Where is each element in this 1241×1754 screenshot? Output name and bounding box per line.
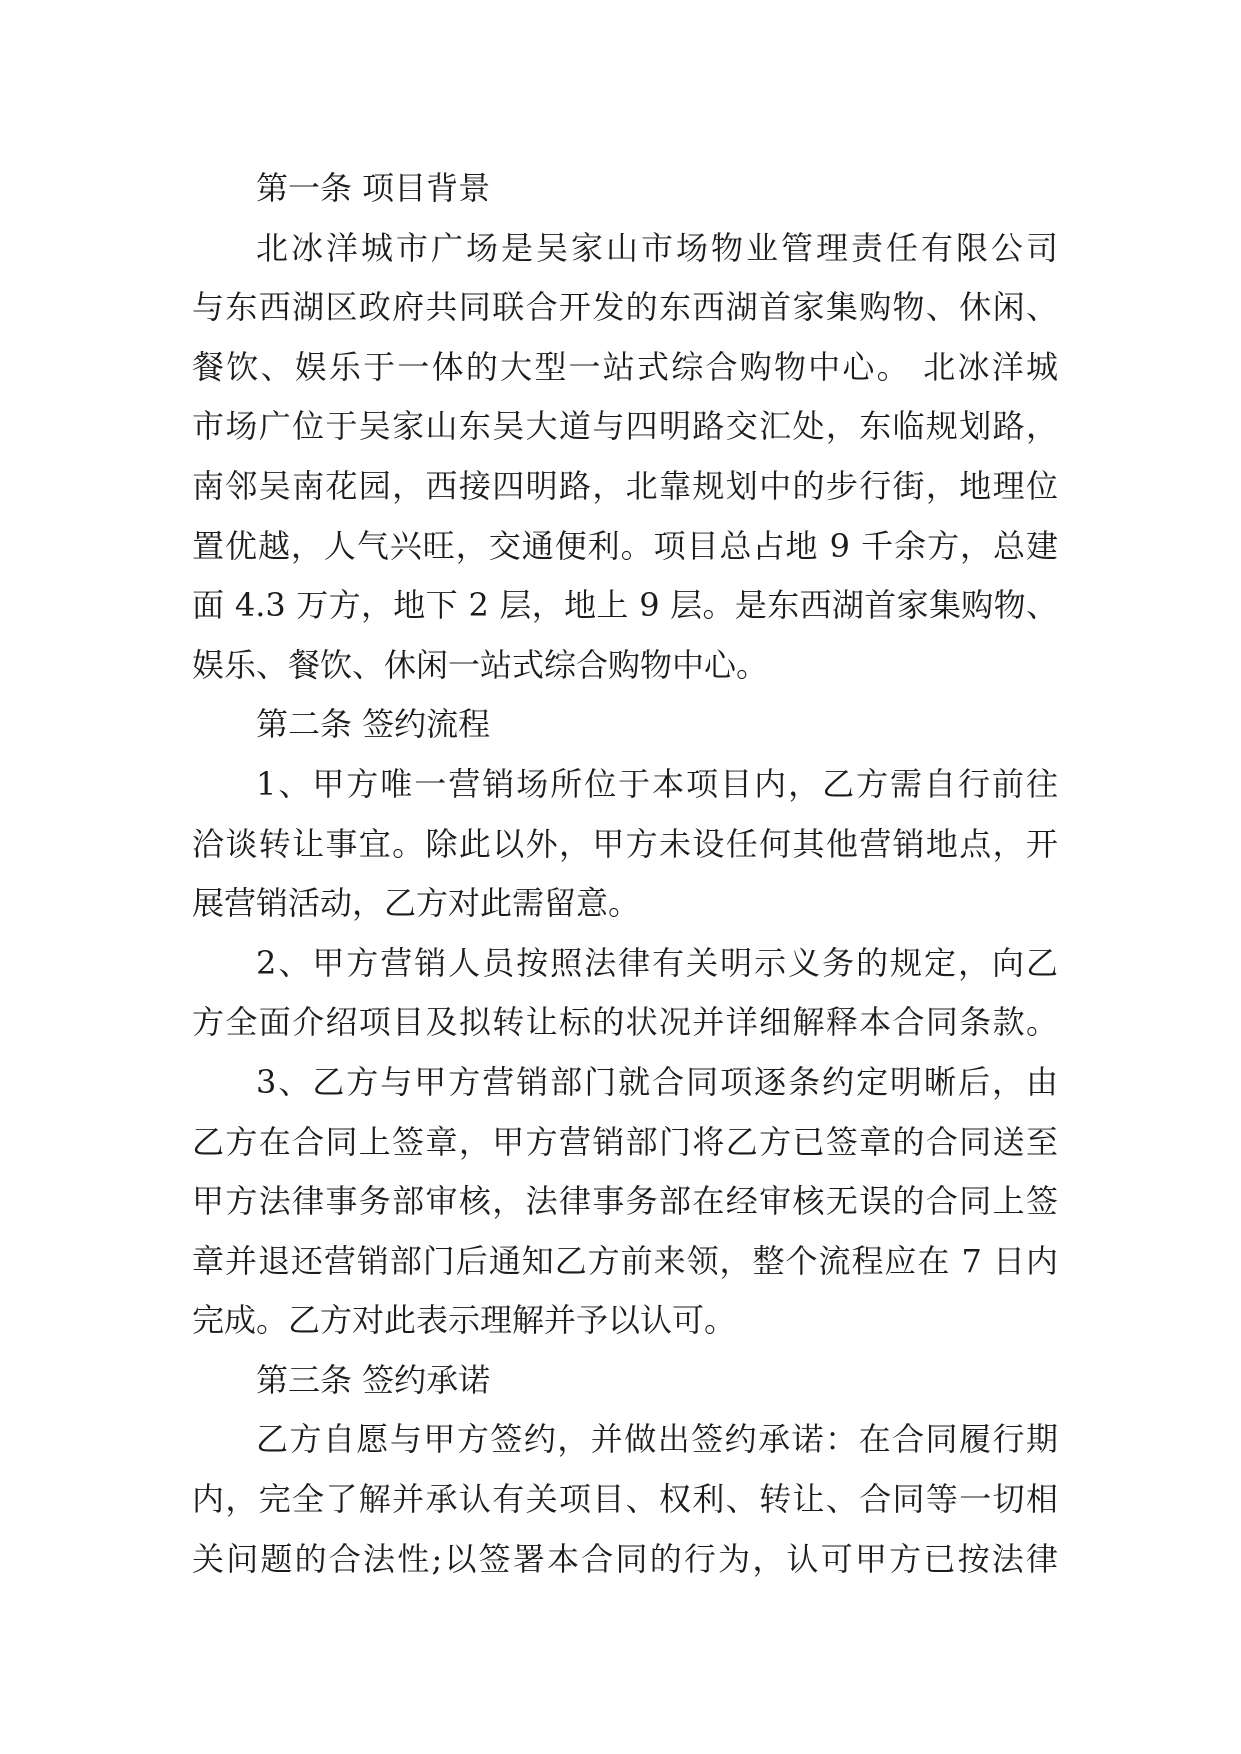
paragraph-line: 餐饮、娱乐于一体的大型一站式综合购物中心。 北冰洋城 [192, 347, 1058, 386]
section-heading-3: 第三条 签约承诺 [256, 1360, 491, 1399]
paragraph-line: 置优越，人气兴旺，交通便利。项目总占地 9 千余方，总建 [192, 526, 1058, 565]
paragraph-line: 娱乐、餐饮、休闲一站式综合购物中心。 [192, 645, 769, 684]
paragraph-line: 关问题的合法性;以签署本合同的行为，认可甲方已按法律 [192, 1539, 1058, 1578]
paragraph-line: 与东西湖区政府共同联合开发的东西湖首家集购物、休闲、 [192, 288, 1058, 327]
paragraph-line: 洽谈转让事宜。除此以外，甲方未设任何其他营销地点，开 [192, 824, 1058, 863]
paragraph-line: 展营销活动，乙方对此需留意。 [192, 884, 641, 923]
paragraph-line: 1、甲方唯一营销场所位于本项目内，乙方需自行前往 [256, 764, 1058, 803]
paragraph-line: 市场广位于吴家山东吴大道与四明路交汇处，东临规划路， [192, 407, 1058, 446]
paragraph-line: 北冰洋城市广场是吴家山市场物业管理责任有限公司 [256, 228, 1058, 267]
paragraph-line: 乙方在合同上签章，甲方营销部门将乙方已签章的合同送至 [192, 1122, 1058, 1161]
paragraph-line: 面 4.3 万方，地下 2 层，地上 9 层。是东西湖首家集购物、 [192, 586, 1058, 625]
section-heading-1: 第一条 项目背景 [256, 169, 491, 207]
paragraph-line: 2、甲方营销人员按照法律有关明示义务的规定，向乙 [256, 943, 1058, 982]
paragraph-line: 方全面介绍项目及拟转让标的状况并详细解释本合同条款。 [192, 1003, 1058, 1042]
document-body [192, 159, 1058, 1589]
paragraph-line: 完成。乙方对此表示理解并予以认可。 [192, 1301, 737, 1340]
paragraph-line: 乙方自愿与甲方签约，并做出签约承诺：在合同履行期 [256, 1420, 1058, 1459]
paragraph-line: 南邻吴南花园，西接四明路，北靠规划中的步行街，地理位 [192, 466, 1058, 505]
paragraph-line: 章并退还营销部门后通知乙方前来领，整个流程应在 7 日内 [192, 1241, 1058, 1280]
paragraph-line: 甲方法律事务部审核，法律事务部在经审核无误的合同上签 [192, 1182, 1058, 1221]
paragraph-line: 3、乙方与甲方营销部门就合同项逐条约定明晰后，由 [256, 1062, 1058, 1101]
section-heading-2: 第二条 签约流程 [256, 705, 491, 744]
paragraph-line: 内，完全了解并承认有关项目、权利、转让、合同等一切相 [192, 1480, 1058, 1519]
